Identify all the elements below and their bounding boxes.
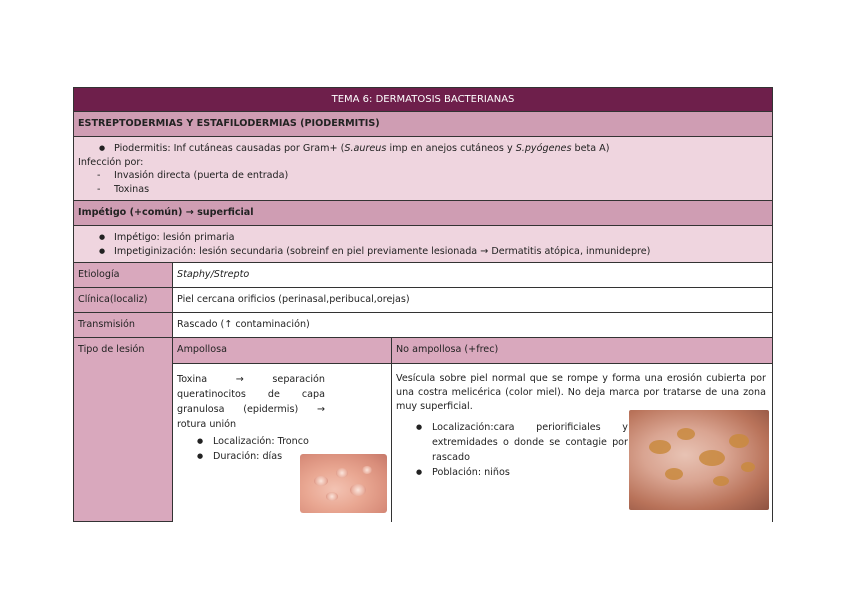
infeccion-label: Infección por:: [78, 156, 144, 168]
list-item: ● Población: niños: [396, 465, 628, 480]
list-item: ● Piodermitis: Inf cutáneas causadas por Gram+ (S.aureus imp en anejos cutáneos y S.pyógenes beta A): [78, 142, 768, 156]
section-body-impetigo: [73, 226, 773, 263]
list-item: - Toxinas: [78, 183, 768, 197]
row-value: Staphy/Strepto: [173, 263, 772, 287]
list-item: ● Impetiginización: lesión secundaria (sobreinf en piel previamente lesionada → Dermatitis atópica, inmunidepre): [78, 245, 768, 259]
row-value: Rascado (↑ contaminación): [173, 313, 772, 337]
list-item: ● Localización: Tronco: [177, 434, 325, 449]
row-key: Tipo de lesión: [74, 338, 173, 521]
row-key: Etiología: [74, 263, 173, 287]
column-ampollosa: [173, 338, 392, 521]
row-key: Transmisión: [74, 313, 173, 337]
row-key: Clínica(localiz): [74, 288, 173, 312]
list-item: ● Impétigo: lesión primaria: [78, 231, 768, 245]
section-header-impetigo: Impétigo (+común) → superficial: [73, 201, 773, 226]
table-row-transmision: [73, 313, 773, 338]
bullous-impetigo-photo: [300, 454, 387, 513]
list-item: ● Duración: días: [177, 449, 325, 464]
column-header: No ampollosa (+frec): [392, 338, 772, 364]
description-text: Toxina → separación queratinocitos de capa granulosa (epidermis) → rotura unión: [177, 374, 325, 430]
row-value: Piel cercana orificios (perinasal,peribucal,orejas): [173, 288, 772, 312]
column-header: Ampollosa: [173, 338, 391, 364]
page-title: TEMA 6: DERMATOSIS BACTERIANAS: [73, 87, 773, 112]
section-header-piodermitis: ESTREPTODERMIAS Y ESTAFILODERMIAS (PIODERMITIS): [73, 112, 773, 137]
column-no-ampollosa: [392, 338, 772, 521]
table-row-tipo-lesion: [73, 338, 773, 522]
table-row-etiologia: [73, 263, 773, 288]
list-item: ● Localización:cara periorificiales y extremidades o donde se contagie por rascado: [396, 420, 628, 465]
list-item: - Invasión directa (puerta de entrada): [78, 169, 768, 183]
document-table: [73, 87, 773, 522]
section-body-piodermitis: [73, 137, 773, 201]
impetigo-face-photo: [629, 410, 769, 510]
description-text: Vesícula sobre piel normal que se rompe y forma una erosión cubierta por una costra melicérica (color miel). No deja marca por tratarse de una zona muy superficial.: [396, 373, 766, 412]
table-row-clinica: [73, 288, 773, 313]
